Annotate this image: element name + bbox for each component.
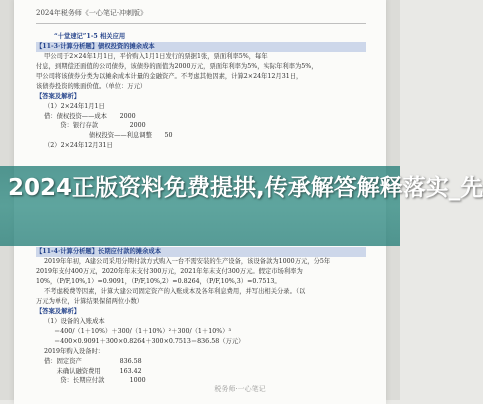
doc-line: 2019年购入设备时： xyxy=(44,347,105,355)
journal-entry-debit: 借：债权投资——成本 2000 xyxy=(44,112,136,120)
doc-line: 万元为单位，计算结果保留两位小数） xyxy=(36,297,144,305)
document-header: 2024年税务师《一心笔记·冲刺版》 xyxy=(36,9,148,17)
question-title: 【11-4·计算分析题】长期应付款的摊余成本 xyxy=(36,247,366,257)
answer-label: 【答案及解析】 xyxy=(36,307,81,315)
formula-line: ＝400/（1＋10%）＋300/（1＋10%）²＋300/（1＋10%）³ xyxy=(54,327,232,335)
formula-line: ＝400×0.9091＋300×0.8264＋300×0.7513＝836.58（万元） xyxy=(54,337,245,345)
doc-line: 甲公司于2×24年1月1日，平价购入1月1日发行的票据1张，票面利率5%，每年 xyxy=(44,52,268,60)
doc-line: （2）2×24年12月31日 xyxy=(44,142,113,150)
journal-entry-debit: 借：固定资产 836.58 xyxy=(44,357,142,365)
question-title: 【11-3·计算分析题】债权投资的摊余成本 xyxy=(36,42,366,52)
journal-entry-credit: 贷：银行存款 2000 xyxy=(54,122,146,130)
doc-line: （1）2×24年1月1日 xyxy=(44,102,105,110)
journal-entry-debit: 未确认融资费用 163.42 xyxy=(44,367,142,375)
doc-line: 2019年支付400万元，2020年年末支付300万元，2021年年末支付300万元。假定市场利率为 xyxy=(36,268,303,276)
doc-line: 甲公司将该债券分类为以摊余成本计量的金融资产。不考虑其他因素，计算2×24年12月31日， xyxy=(36,72,303,80)
doc-line: 10%，（P/F,10%,1）=0.9091，（P/F,10%,2）=0.8264，（P/F,10%,3）=0.7513。 xyxy=(36,278,281,286)
watermark: 税务师·一心笔记 xyxy=(214,385,266,393)
doc-line: 付息，到期偿还面值的公司债券，该债券的面值为2000万元，票面年利率为5%，实际年利率为5%， xyxy=(36,62,318,70)
header-divider xyxy=(36,23,366,24)
journal-entry-credit: 贷：长期应付款 1000 xyxy=(54,377,146,385)
doc-line: 2019年年初，A建公司采用分期付款方式购入一台不需安装的生产设备，该设备款为1000万元，分5年 xyxy=(44,258,331,266)
journal-entry-credit: 债权投资——利息调整 50 xyxy=(70,132,173,140)
headline-text: 2024正版资料免费提拱,传承解答解释落实_先 xyxy=(8,175,483,201)
doc-line: 不考虑税费等因素，计算大建公司固定资产的入账成本及各年利息费用，并写出相关分录。（以 xyxy=(44,288,306,296)
doc-line: （1）设备的入账成本 xyxy=(44,317,105,325)
answer-label: 【答案及解析】 xyxy=(36,92,81,100)
doc-line: 该债券投资的账面价值。（单位：万元） xyxy=(36,82,147,90)
section-heading: “十堂速记”1-5 相关应用 xyxy=(54,33,126,41)
